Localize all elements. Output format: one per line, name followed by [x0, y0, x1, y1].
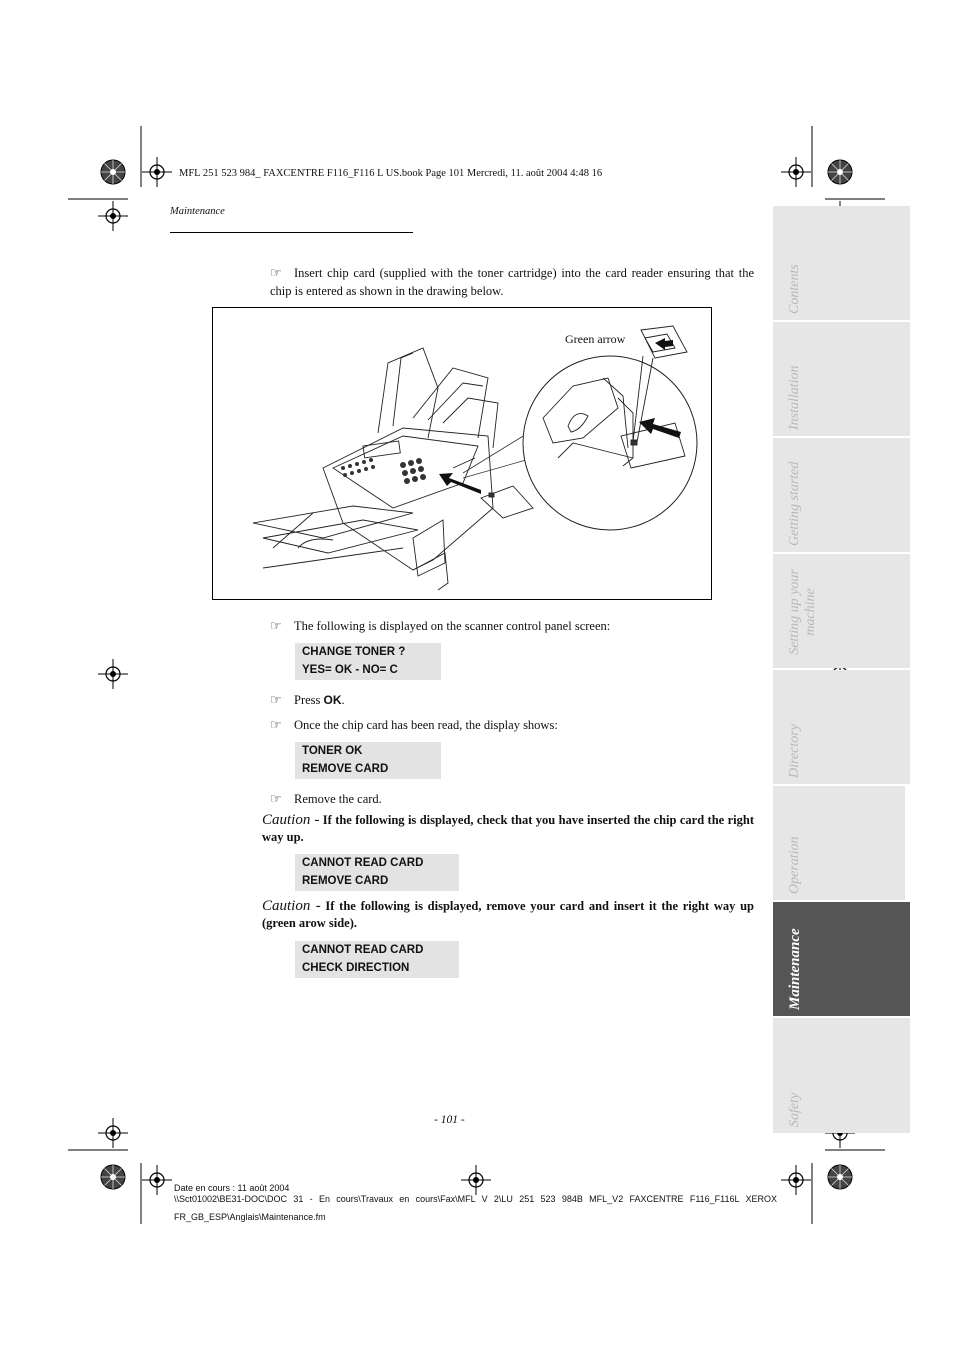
tab-setting-up-your-machine[interactable]: Setting up your machine: [773, 554, 910, 668]
crosshair-registration-mark-icon: [142, 157, 172, 187]
color-calibration-target-icon: [101, 1165, 125, 1189]
tab-installation[interactable]: Installation: [773, 322, 910, 436]
page-number: - 101 -: [434, 1114, 465, 1126]
footer-path: \\Sct01002\BE31-DOC\DOC 31 - En cours\Travaux en cours\Fax\MFL V 2\LU 251 523 984B MFL_V2 FAXCENTRE F116_F116L XEROX: [174, 1194, 777, 1204]
pointing-hand-icon: ☞: [270, 618, 282, 633]
tab-maintenance[interactable]: Maintenance: [773, 902, 910, 1016]
caution-label: Caution -: [262, 898, 321, 914]
pointing-hand-icon: ☞: [270, 265, 282, 280]
lcd-line: CANNOT READ CARD: [302, 944, 424, 956]
crosshair-registration-mark-icon: [781, 1165, 811, 1195]
caution-note-1: Caution - If the following is displayed, check that you have inserted the chip card the right way up.: [262, 812, 755, 844]
step-display-shown: ☞ The following is displayed on the scanner control panel screen:: [270, 618, 611, 633]
lcd-display-cannot-read-2: [295, 941, 459, 978]
crosshair-registration-mark-icon: [98, 659, 128, 689]
lcd-display-cannot-read-1: [295, 854, 459, 891]
ok-key-label: OK: [323, 693, 342, 707]
lcd-line: CHANGE TONER ?: [302, 646, 406, 658]
caution-label: Caution -: [262, 812, 320, 828]
tab-directory[interactable]: Directory: [773, 670, 910, 784]
caution-note-2: Caution - If the following is displayed, remove your card and insert it the right way up (green arow side).: [262, 898, 754, 930]
chip-card-insertion-figure: [212, 307, 712, 600]
crosshair-registration-mark-icon: [781, 157, 811, 187]
color-calibration-target-icon: [828, 1165, 852, 1189]
crosshair-registration-mark-icon: [98, 201, 128, 231]
footer-filename: FR_GB_ESP\Anglais\Maintenance.fm: [174, 1212, 326, 1222]
color-calibration-target-icon: [828, 160, 852, 184]
tab-safety[interactable]: Safety: [773, 1018, 910, 1133]
lcd-display-toner-ok: [295, 742, 441, 779]
step-insert-chip-card: ☞ Insert chip card (supplied with the toner cartridge) into the card reader ensuring that the chip is entered as shown in the drawing below.: [270, 265, 754, 298]
lcd-line: CHECK DIRECTION: [302, 961, 410, 974]
fax-machine-illustration: [213, 308, 713, 601]
lcd-line: YES= OK - NO= C: [302, 663, 398, 676]
tab-operation[interactable]: Operation: [773, 786, 905, 900]
lcd-line: TONER OK: [302, 745, 363, 757]
book-info-line: MFL 251 523 984_ FAXCENTRE F116_F116 L US.book Page 101 Mercredi, 11. août 2004 4:48 16: [179, 168, 603, 179]
crosshair-registration-mark-icon: [461, 1165, 491, 1195]
step-press-ok: ☞ Press OK.: [270, 692, 345, 707]
tab-contents[interactable]: Contents: [773, 206, 910, 320]
green-arrow-callout: Green arrow: [565, 332, 626, 346]
section-running-head: Maintenance: [170, 206, 225, 217]
crosshair-registration-mark-icon: [98, 1118, 128, 1148]
lcd-line: REMOVE CARD: [302, 874, 389, 887]
lcd-display-change-toner: [295, 643, 441, 680]
step-remove-card: ☞ Remove the card.: [270, 791, 382, 806]
tab-getting-started[interactable]: Getting started: [773, 438, 910, 552]
lcd-line: CANNOT READ CARD: [302, 857, 424, 869]
step-chip-read: ☞ Once the chip card has been read, the display shows:: [270, 717, 558, 732]
footer-date: Date en cours : 11 août 2004: [174, 1183, 290, 1193]
color-calibration-target-icon: [101, 160, 125, 184]
pointing-hand-icon: ☞: [270, 717, 282, 732]
pointing-hand-icon: ☞: [270, 791, 282, 806]
crosshair-registration-mark-icon: [142, 1165, 172, 1195]
header-rule: [170, 232, 413, 233]
lcd-line: REMOVE CARD: [302, 762, 389, 775]
pointing-hand-icon: ☞: [270, 692, 282, 707]
